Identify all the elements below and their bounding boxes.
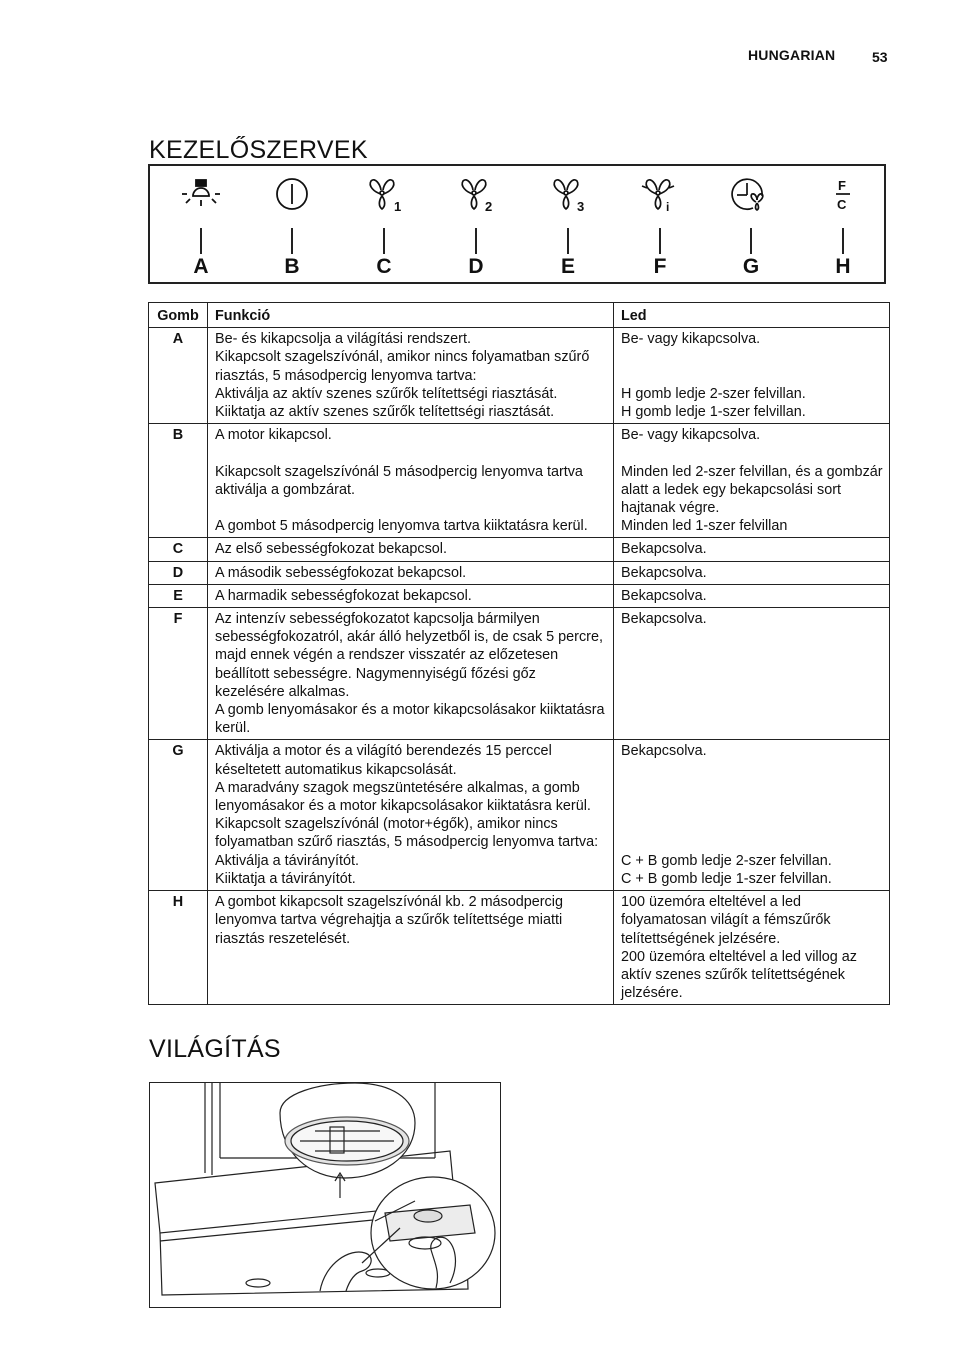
control-button-b[interactable] bbox=[262, 166, 322, 284]
row-function: Az intenzív sebességfokozatot kapcsolja bármilyen sebességfokozatról, akár álló helyzetből is, de csak 5 percre, majd ennek végén a rendszer visszatér az előzetesen beállított sebességre. Nagymennyiségű főzési gőz kezelésére alkalmas. A gomb lenyomásakor és a motor kikapcsolásakor kiiktatásra kerül. bbox=[208, 608, 614, 740]
button-letter: F bbox=[653, 255, 667, 278]
hood-lamp-replacement-drawing bbox=[150, 1083, 500, 1307]
table-row bbox=[149, 328, 890, 424]
row-led: 100 üzemóra elteltével a led folyamatosan világít a fémszűrők telítettségének jelzésére. 200 üzemóra elteltével a led villog az aktív szenes szűrők telítettségének jelzésére. bbox=[614, 891, 890, 1005]
column-header-function: Funkció bbox=[208, 303, 614, 328]
column-header-led: Led bbox=[614, 303, 890, 328]
row-button: D bbox=[149, 561, 208, 584]
button-indicator-line bbox=[750, 228, 752, 254]
row-function: Aktiválja a motor és a világító berendezés 15 perccel késeltetett automatikus kikapcsolását. A maradvány szagok megszüntetésére alkalmas, a gomb lenyomásakor és a motor kikapcsolásakor kiiktatásra kerül. Kikapcsolt szagelszívónál (motor+égők), amikor nincs folyamatban szűrő riasztás, 5 másodpercig lenyomva tartva: Aktiválja a távirányítót. Kiiktatja a távirányítót. bbox=[208, 740, 614, 891]
control-button-a[interactable] bbox=[171, 166, 231, 284]
svg-text:1: 1 bbox=[394, 199, 402, 214]
table-row bbox=[149, 891, 890, 1005]
table-header-row bbox=[149, 303, 890, 328]
row-button: E bbox=[149, 584, 208, 607]
row-function: A gombot kikapcsolt szagelszívónál kb. 2 másodpercig lenyomva tartva végrehajtja a szűrők telítettsége miatti riasztás reszetelését. bbox=[208, 891, 614, 1005]
row-led: Bekapcsolva. C + B gomb ledje 2-szer felvillan. C + B gomb ledje 1-szer felvillan. bbox=[614, 740, 890, 891]
row-function: Az első sebességfokozat bekapcsol. bbox=[208, 538, 614, 561]
timer-fan-icon bbox=[729, 174, 773, 222]
section-title-controls: KEZELŐSZERVEK bbox=[149, 136, 368, 164]
row-button: C bbox=[149, 538, 208, 561]
table-row bbox=[149, 561, 890, 584]
light-icon bbox=[179, 174, 223, 222]
row-led: Be- vagy kikapcsolva. H gomb ledje 2-szer felvillan. H gomb ledje 1-szer felvillan. bbox=[614, 328, 890, 424]
button-indicator-line bbox=[475, 228, 477, 254]
power-icon bbox=[270, 174, 314, 222]
row-led: Bekapcsolva. bbox=[614, 561, 890, 584]
row-function: A második sebességfokozat bekapcsol. bbox=[208, 561, 614, 584]
button-letter: E bbox=[560, 255, 575, 278]
control-button-h[interactable] bbox=[813, 166, 873, 284]
row-function: A harmadik sebességfokozat bekapcsol. bbox=[208, 584, 614, 607]
table-row bbox=[149, 538, 890, 561]
row-button: B bbox=[149, 424, 208, 538]
svg-text:2: 2 bbox=[485, 199, 493, 214]
control-panel bbox=[148, 164, 886, 284]
section-title-lighting: VILÁGÍTÁS bbox=[149, 1035, 281, 1063]
control-button-e[interactable] bbox=[538, 166, 598, 284]
fan-speed-2-icon bbox=[454, 174, 498, 222]
table-row bbox=[149, 584, 890, 607]
row-function: A motor kikapcsol. Kikapcsolt szagelszívónál 5 másodpercig lenyomva tartva aktiválja a gombzárat. A gombot 5 másodpercig lenyomva tartva kiiktatásra kerül. bbox=[208, 424, 614, 538]
function-table bbox=[148, 302, 890, 1005]
row-button: H bbox=[149, 891, 208, 1005]
fan-intensive-icon bbox=[638, 174, 682, 222]
svg-text:i: i bbox=[666, 200, 670, 214]
fan-speed-3-icon bbox=[546, 174, 590, 222]
button-indicator-line bbox=[291, 228, 293, 254]
table-row bbox=[149, 608, 890, 740]
row-button: A bbox=[149, 328, 208, 424]
row-led: Be- vagy kikapcsolva. Minden led 2-szer felvillan, és a gombzár alatt a ledek egy bekapcsolási sort hajtanak végre. Minden led 1-szer felvillan bbox=[614, 424, 890, 538]
control-button-f[interactable] bbox=[630, 166, 690, 284]
row-button: F bbox=[149, 608, 208, 740]
button-letter: B bbox=[284, 255, 300, 278]
table-row bbox=[149, 424, 890, 538]
row-function: Be- és kikapcsolja a világítási rendszert. Kikapcsolt szagelszívónál, amikor nincs folyamatban szűrő riasztás, 5 másodpercig lenyomva tartva: Aktiválja az aktív szenes szűrők telítettségi riasztását. Kiiktatja az aktív szenes szűrők telítettségi riasztását. bbox=[208, 328, 614, 424]
button-indicator-line bbox=[842, 228, 844, 254]
lighting-illustration bbox=[149, 1082, 501, 1308]
filter-c-label: C bbox=[837, 197, 847, 212]
control-button-c[interactable] bbox=[354, 166, 414, 284]
filter-f-label: F bbox=[838, 178, 846, 193]
page-number: 53 bbox=[872, 49, 888, 65]
button-letter: A bbox=[193, 255, 209, 278]
row-button: G bbox=[149, 740, 208, 891]
button-indicator-line bbox=[200, 228, 202, 254]
button-letter: D bbox=[468, 255, 484, 278]
column-header-button: Gomb bbox=[149, 303, 208, 328]
button-letter: G bbox=[742, 255, 760, 278]
page-header-language: HUNGARIAN bbox=[748, 47, 836, 63]
filter-fc-icon bbox=[821, 174, 865, 222]
button-letter: C bbox=[376, 255, 392, 278]
fan-speed-1-icon bbox=[362, 174, 406, 222]
button-indicator-line bbox=[383, 228, 385, 254]
table-row bbox=[149, 740, 890, 891]
control-button-g[interactable] bbox=[721, 166, 781, 284]
button-letter: H bbox=[835, 255, 851, 278]
control-button-d[interactable] bbox=[446, 166, 506, 284]
row-led: Bekapcsolva. bbox=[614, 584, 890, 607]
button-indicator-line bbox=[659, 228, 661, 254]
row-led: Bekapcsolva. bbox=[614, 538, 890, 561]
button-indicator-line bbox=[567, 228, 569, 254]
row-led: Bekapcsolva. bbox=[614, 608, 890, 740]
svg-text:3: 3 bbox=[577, 199, 585, 214]
